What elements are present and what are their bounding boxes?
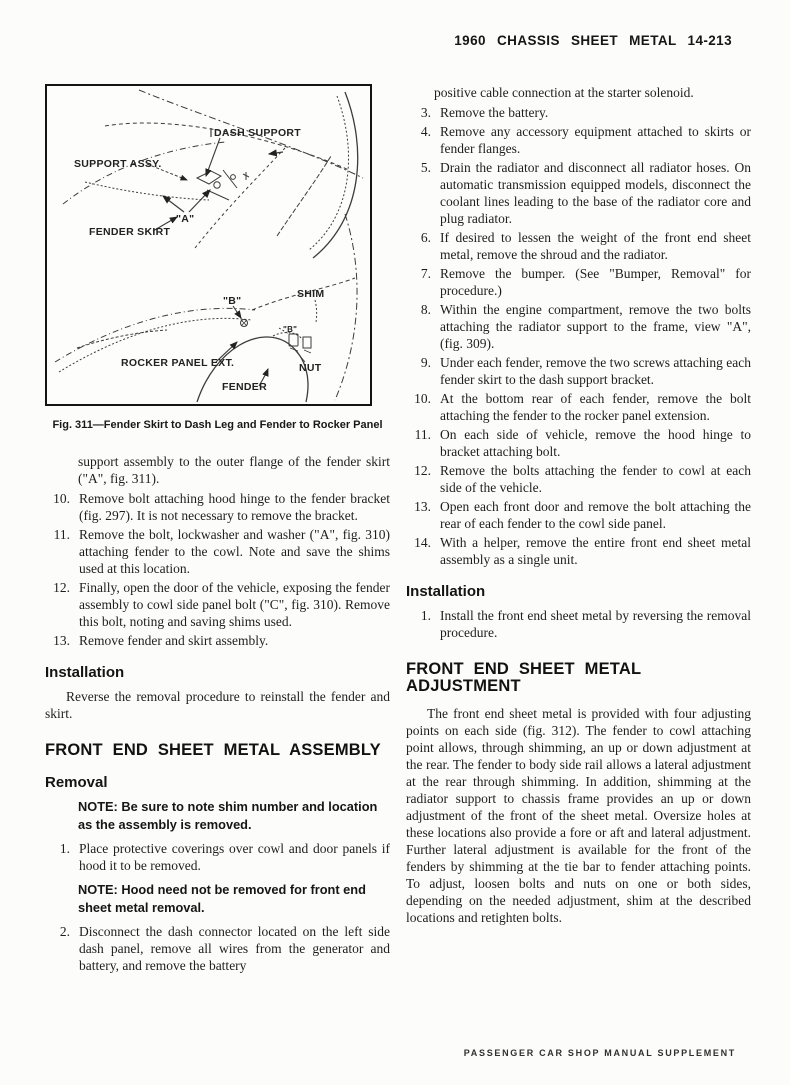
- step-number: 11.: [414, 427, 431, 442]
- step-text: Under each fender, remove the two screws attaching each fender skirt to the dash support bracket.: [440, 355, 751, 387]
- step-text: On each side of vehicle, remove the hood hinge to bracket attaching bolt.: [440, 427, 751, 459]
- step-number: 1.: [59, 841, 70, 856]
- step-14: [406, 534, 751, 568]
- page-footer: PASSENGER CAR SHOP MANUAL SUPPLEMENT: [463, 1048, 736, 1058]
- step-text: Remove the bumper. (See "Bumper, Removal" for procedure.): [440, 266, 751, 298]
- step-5: [406, 159, 751, 227]
- step-text: Drain the radiator and disconnect all radiator hoses. On automatic transmission equipped models, disconnect the coolant lines leading to the base of the radiator core and plug radiator.: [440, 160, 751, 226]
- adjustment-section-heading: FRONT END SHEET METAL ADJUSTMENT: [406, 660, 641, 695]
- installation-heading-left: Installation: [45, 664, 125, 681]
- figure-label-shim: SHIM: [297, 288, 325, 300]
- adjustment-paragraph: The front end sheet metal is provided with four adjusting points on each side (fig. 312). The fender to cowl attaching point allows, through shimming, an up or down adjustment at the rear. The fender to body side rail allows a lateral adjustment at the rear through shimming. In addition, shimming at the radiator support to chassis frame provides an up or down adjustment of the front of the sheet metal. Oversize holes at these locations also provide a fore or aft and lateral adjustment. Further lateral adjustment is available for the front of the fenders by shimming at the tie bar to fender attaching points. To adjust, loosen bolts and nuts on one or both sides, depending on the needed adjustment, shim at the described locations and retighten bolts.: [406, 706, 751, 925]
- figure-label-support-assy: SUPPORT ASSY.: [74, 158, 162, 170]
- step-10: [45, 490, 390, 524]
- step-number: 12.: [414, 463, 431, 478]
- step-13-right: [406, 498, 751, 532]
- figure-label-fender-skirt: FENDER SKIRT: [89, 226, 171, 238]
- step-text: Open each front door and remove the bolt attaching the rear of each fender to the cowl side panel.: [440, 499, 751, 531]
- step-11: [45, 526, 390, 577]
- step-text: Remove the battery.: [440, 105, 549, 120]
- step-text: Remove bolt attaching hood hinge to the fender bracket (fig. 297). It is not necessary to remove the bracket.: [79, 491, 390, 523]
- installation-step-1: [406, 607, 751, 641]
- figure-311: [45, 84, 372, 406]
- figure-label-rocker-panel-ext: ROCKER PANEL EXT.: [121, 357, 235, 369]
- step-number: 12.: [53, 580, 70, 595]
- step-number: 5.: [420, 160, 431, 175]
- page-columns: [45, 84, 751, 976]
- step-text: Finally, open the door of the vehicle, exposing the fender assembly to cowl side panel bolt ("C", fig. 310). Remove this bolt, noting and saving shims used.: [79, 580, 390, 629]
- left-continuation-paragraph: support assembly to the outer flange of the fender skirt ("A", fig. 311).: [78, 454, 390, 486]
- step-number: 4.: [420, 124, 431, 139]
- step-10-right: [406, 390, 751, 424]
- step-text: Install the front end sheet metal by reversing the removal procedure.: [440, 608, 751, 640]
- step-number: 9.: [420, 355, 431, 370]
- note-hood-removal: NOTE: Hood need not be removed for front end sheet metal removal.: [78, 882, 366, 915]
- step-text: With a helper, remove the entire front end sheet metal assembly as a single unit.: [440, 535, 751, 567]
- step-text: Remove the bolts attaching the fender to cowl at each side of the vehicle.: [440, 463, 751, 495]
- installation-paragraph-left: Reverse the removal procedure to reinstall the fender and skirt.: [45, 689, 390, 721]
- step-number: 10.: [414, 391, 431, 406]
- right-column: [406, 84, 751, 976]
- figure-311-drawing: [47, 86, 370, 404]
- right-continuation-paragraph: positive cable connection at the starter solenoid.: [434, 85, 694, 100]
- installation-heading-right: Installation: [406, 583, 486, 600]
- step-6: [406, 229, 751, 263]
- figure-label-b2: "B": [283, 325, 298, 334]
- figure-label-dash-support: DASH SUPPORT: [214, 127, 302, 139]
- step-12: [45, 579, 390, 630]
- step-7: [406, 265, 751, 299]
- step-8: [406, 301, 751, 352]
- step-text: Remove fender and skirt assembly.: [79, 633, 269, 648]
- removal-heading: Removal: [45, 774, 108, 791]
- assembly-section-heading: FRONT END SHEET METAL ASSEMBLY: [45, 741, 381, 759]
- step-9: [406, 354, 751, 388]
- step-text: Within the engine compartment, remove the two bolts attaching the radiator support to the frame, view "A", (fig. 309).: [440, 302, 751, 351]
- step-2: [45, 923, 390, 974]
- step-13: [45, 632, 390, 649]
- step-11-right: [406, 426, 751, 460]
- step-number: 13.: [53, 633, 70, 648]
- step-text: Place protective coverings over cowl and door panels if hood it to be removed.: [79, 841, 390, 873]
- step-text: Disconnect the dash connector located on the left side dash panel, remove all wires from the generator and battery, and remove the battery: [79, 924, 390, 973]
- step-3: [406, 104, 751, 121]
- figure-label-fender: FENDER: [222, 381, 267, 393]
- note-shim-number: NOTE: Be sure to note shim number and location as the assembly is removed.: [78, 799, 378, 832]
- step-1: [45, 840, 390, 874]
- step-text: At the bottom rear of each fender, remove the bolt attaching the fender to the rocker panel extension.: [440, 391, 751, 423]
- figure-label-b: "B": [223, 295, 242, 307]
- step-number: 14.: [414, 535, 431, 550]
- figure-label-nut: NUT: [299, 362, 322, 374]
- step-text: Remove any accessory equipment attached to skirts or fender flanges.: [440, 124, 751, 156]
- step-number: 10.: [53, 491, 70, 506]
- step-number: 1.: [420, 608, 431, 623]
- figure-label-a: "A": [176, 213, 195, 225]
- figure-caption: Fig. 311—Fender Skirt to Dash Leg and Fender to Rocker Panel: [52, 419, 383, 431]
- step-number: 2.: [59, 924, 70, 939]
- step-number: 6.: [420, 230, 431, 245]
- step-text: Remove the bolt, lockwasher and washer ("A", fig. 310) attaching fender to the cowl. Note and save the shims used at this location.: [79, 527, 390, 576]
- step-number: 7.: [420, 266, 431, 281]
- page-header: 1960 CHASSIS SHEET METAL 14-213: [454, 33, 732, 48]
- step-number: 11.: [53, 527, 70, 542]
- step-number: 13.: [414, 499, 431, 514]
- step-number: 8.: [420, 302, 431, 317]
- step-12-right: [406, 462, 751, 496]
- step-text: If desired to lessen the weight of the front end sheet metal, remove the shroud and the radiator.: [440, 230, 751, 262]
- step-4: [406, 123, 751, 157]
- step-number: 3.: [420, 105, 431, 120]
- left-column: [45, 84, 390, 976]
